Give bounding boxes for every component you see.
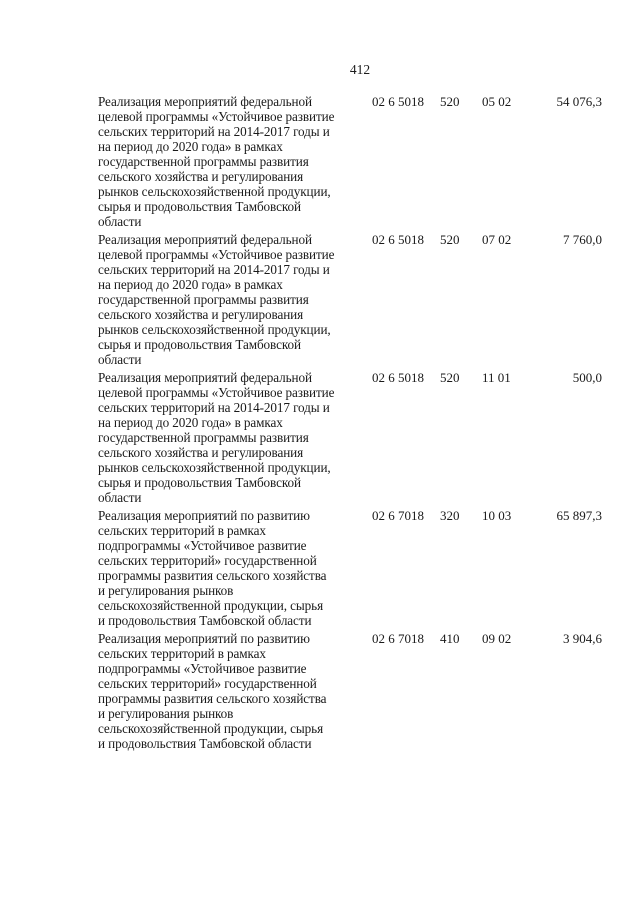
description-line: Реализация мероприятий федеральной: [98, 370, 312, 385]
description-line: государственной программы развития: [98, 430, 309, 445]
description-line: рынков сельскохозяйственной продукции,: [98, 460, 331, 475]
amount-value: 500,0: [572, 370, 602, 385]
description-line: сельских территорий на 2014-2017 годы и: [98, 262, 330, 277]
expense-type-code: 520: [440, 94, 460, 109]
description-line: подпрограммы «Устойчивое развитие: [98, 661, 307, 676]
description-line: сельских территорий» государственной: [98, 676, 317, 691]
description-line: сельских территорий на 2014-2017 годы и: [98, 124, 330, 139]
description-line: сельскохозяйственной продукции, сырья: [98, 721, 324, 736]
table-row: [98, 508, 602, 628]
row-description: [98, 370, 352, 505]
description-line: области: [98, 352, 142, 367]
target-item-code: 02 6 7018: [372, 631, 424, 646]
description-line: сельских территорий» государственной: [98, 553, 317, 568]
description-line: сельского хозяйства и регулирования: [98, 307, 304, 322]
description-line: государственной программы развития: [98, 292, 309, 307]
description-line: и продовольствия Тамбовской области: [98, 613, 312, 628]
description-line: области: [98, 214, 142, 229]
description-line: целевой программы «Устойчивое развитие: [98, 385, 335, 400]
description-line: сельского хозяйства и регулирования: [98, 445, 304, 460]
target-item-code: 02 6 5018: [372, 370, 424, 385]
description-line: области: [98, 490, 142, 505]
description-line: и продовольствия Тамбовской области: [98, 736, 312, 751]
expense-type-code: 320: [440, 508, 460, 523]
section-code: 11 01: [482, 370, 511, 385]
row-description: [98, 94, 352, 229]
description-line: сельскохозяйственной продукции, сырья: [98, 598, 324, 613]
description-line: и регулирования рынков: [98, 706, 234, 721]
row-description: [98, 232, 352, 367]
description-line: Реализация мероприятий федеральной: [98, 232, 312, 247]
row-description: [98, 508, 352, 628]
description-line: сельского хозяйства и регулирования: [98, 169, 304, 184]
description-line: программы развития сельского хозяйства: [98, 568, 327, 583]
description-line: на период до 2020 года» в рамках: [98, 415, 283, 430]
description-line: рынков сельскохозяйственной продукции,: [98, 322, 331, 337]
description-line: на период до 2020 года» в рамках: [98, 139, 283, 154]
amount-value: 65 897,3: [556, 508, 602, 523]
description-line: сельских территорий на 2014-2017 годы и: [98, 400, 330, 415]
budget-table: [98, 94, 602, 754]
description-line: Реализация мероприятий федеральной: [98, 94, 312, 109]
description-line: государственной программы развития: [98, 154, 309, 169]
section-code: 10 03: [482, 508, 512, 523]
description-line: сырья и продовольствия Тамбовской: [98, 475, 301, 490]
section-code: 05 02: [482, 94, 512, 109]
description-line: подпрограммы «Устойчивое развитие: [98, 538, 307, 553]
expense-type-code: 520: [440, 370, 460, 385]
description-line: целевой программы «Устойчивое развитие: [98, 247, 335, 262]
description-line: целевой программы «Устойчивое развитие: [98, 109, 335, 124]
amount-value: 3 904,6: [563, 631, 602, 646]
table-row: [98, 94, 602, 229]
description-line: программы развития сельского хозяйства: [98, 691, 327, 706]
target-item-code: 02 6 7018: [372, 508, 424, 523]
description-line: сельских территорий в рамках: [98, 523, 266, 538]
target-item-code: 02 6 5018: [372, 232, 424, 247]
table-row: [98, 370, 602, 505]
description-line: Реализация мероприятий по развитию: [98, 508, 310, 523]
table-row: [98, 232, 602, 367]
table-row: [98, 631, 602, 751]
amount-value: 54 076,3: [556, 94, 602, 109]
description-line: Реализация мероприятий по развитию: [98, 631, 310, 646]
section-code: 09 02: [482, 631, 512, 646]
expense-type-code: 410: [440, 631, 460, 646]
description-line: и регулирования рынков: [98, 583, 234, 598]
page-number: 412: [349, 62, 371, 77]
description-line: сырья и продовольствия Тамбовской: [98, 337, 301, 352]
description-line: рынков сельскохозяйственной продукции,: [98, 184, 331, 199]
section-code: 07 02: [482, 232, 512, 247]
expense-type-code: 520: [440, 232, 460, 247]
row-description: [98, 631, 352, 751]
description-line: сельских территорий в рамках: [98, 646, 266, 661]
description-line: сырья и продовольствия Тамбовской: [98, 199, 301, 214]
target-item-code: 02 6 5018: [372, 94, 424, 109]
amount-value: 7 760,0: [563, 232, 602, 247]
description-line: на период до 2020 года» в рамках: [98, 277, 283, 292]
